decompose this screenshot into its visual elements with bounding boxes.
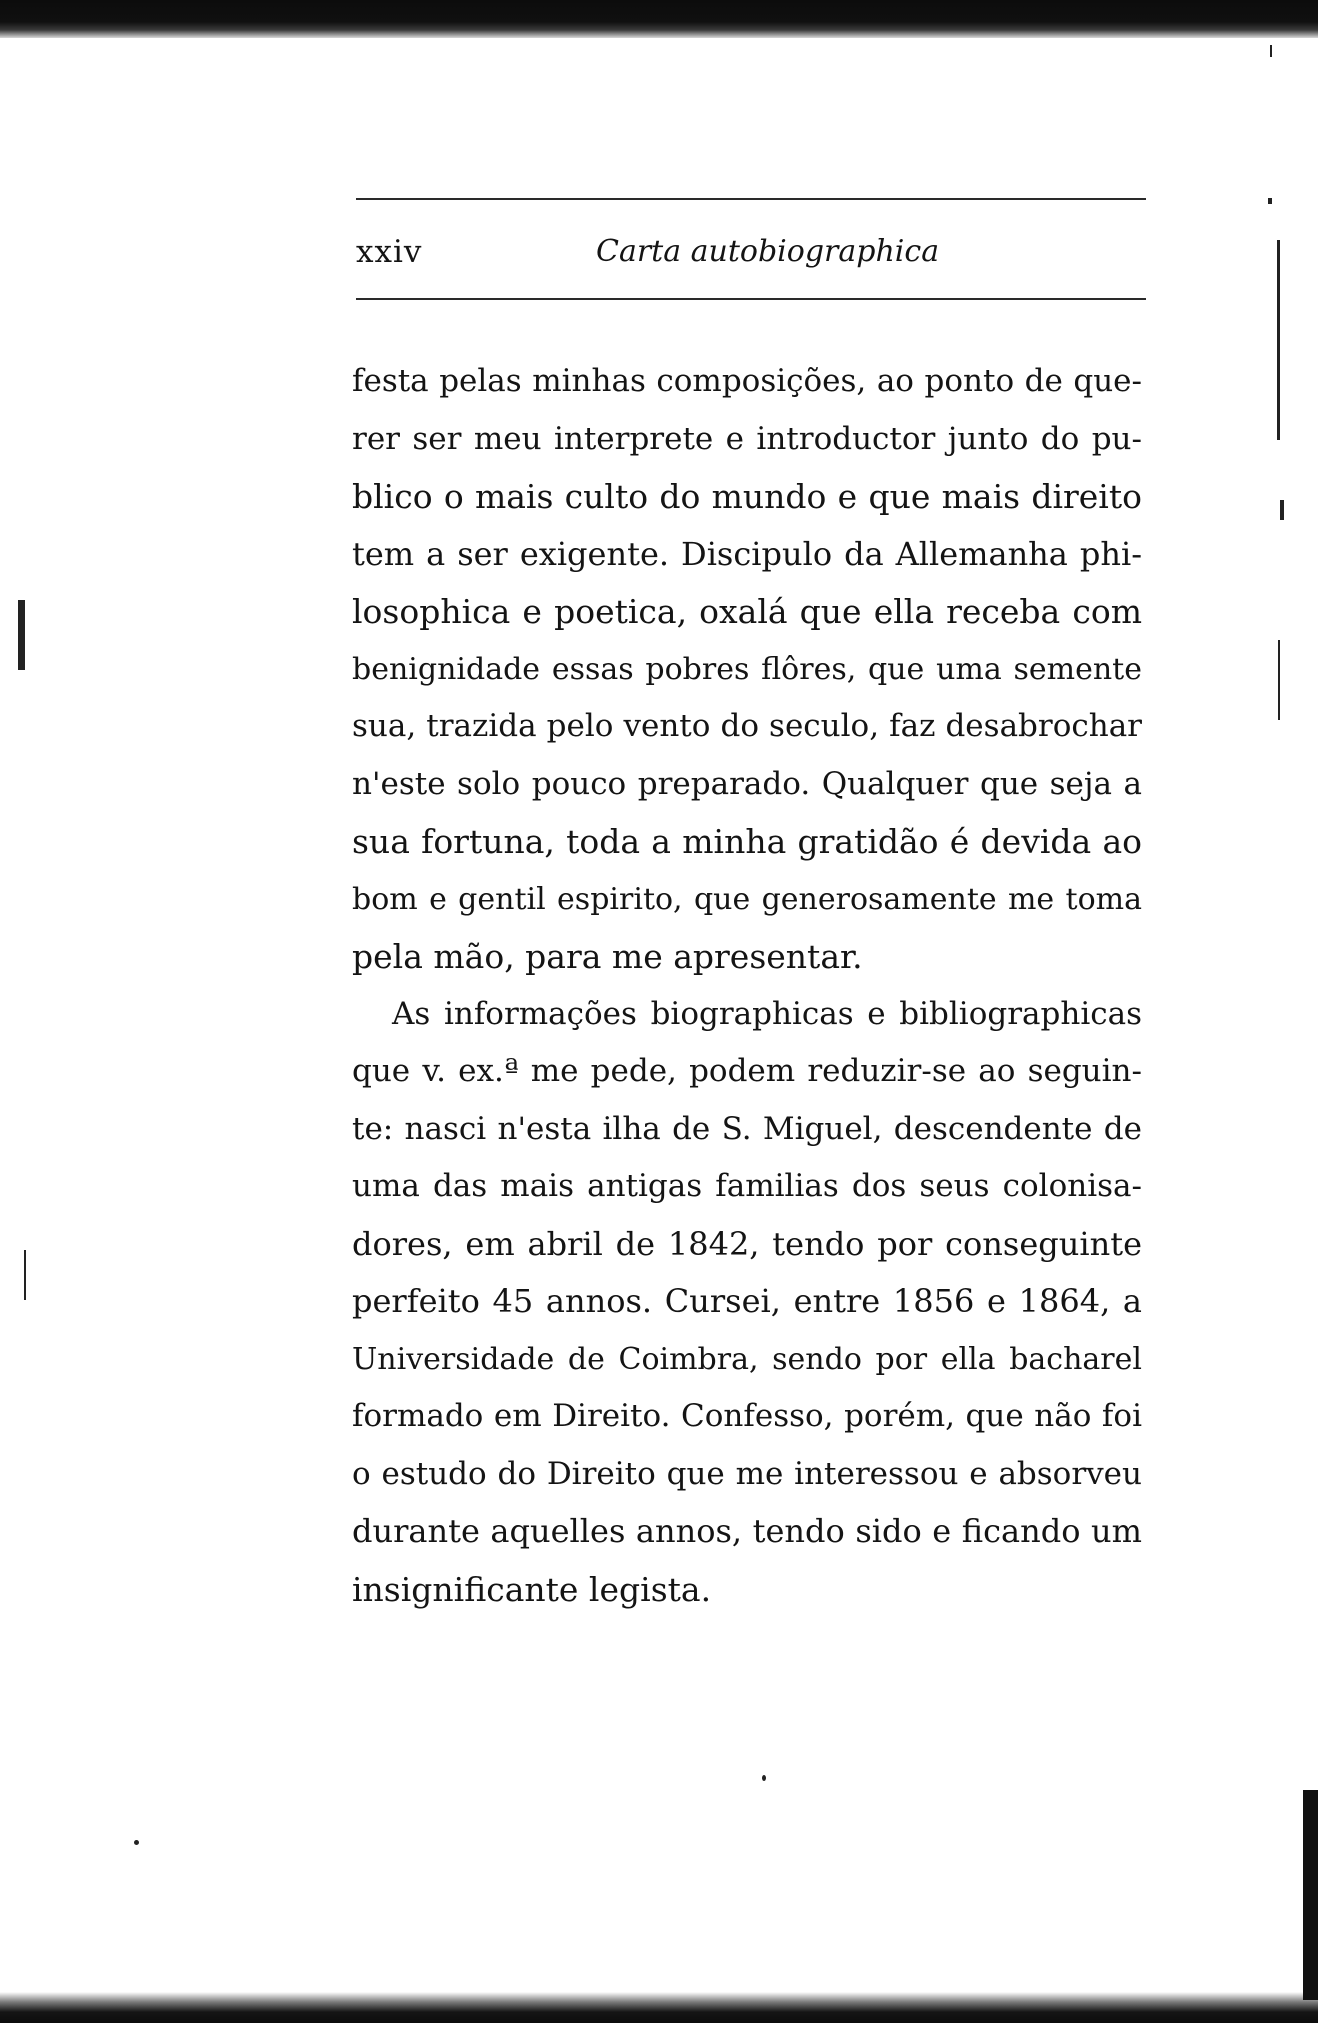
header-bottom-rule	[356, 298, 1146, 300]
text-line: losophica e poetica, oxalá que ella receba com	[352, 592, 1142, 631]
text-line: As informações biographicas e bibliographicas	[392, 995, 1142, 1032]
scan-mark	[1270, 45, 1272, 57]
scan-bottom-edge	[0, 1992, 1318, 2023]
scan-mark	[18, 600, 25, 670]
text-line: rer ser meu interprete e introductor junto do pu-	[352, 420, 1142, 457]
scan-mark	[1277, 240, 1280, 440]
scan-mark	[1268, 198, 1272, 204]
running-header	[356, 228, 1146, 280]
page-number: xxiv	[356, 234, 423, 270]
scan-top-edge	[0, 0, 1318, 38]
running-title: Carta autobiographica	[596, 234, 940, 269]
text-line: benignidade essas pobres flôres, que uma semente	[352, 651, 1142, 687]
text-line: sua fortuna, toda a minha gratidão é devida ao	[352, 822, 1142, 861]
scan-mark	[762, 1775, 766, 1781]
text-line: bom e gentil espirito, que generosamente me toma	[352, 881, 1142, 917]
text-line: te: nasci n'esta ilha de S. Miguel, descendente de	[352, 1110, 1142, 1147]
text-line: n'este solo pouco preparado. Qualquer que seja a	[352, 765, 1142, 802]
text-line: perfeito 45 annos. Cursei, entre 1856 e 1864, a	[352, 1282, 1142, 1320]
header-top-rule	[356, 198, 1146, 200]
scan-mark	[1278, 640, 1280, 720]
text-line: durante aquelles annos, tendo sido e ficando um	[352, 1512, 1142, 1550]
scan-mark	[24, 1250, 26, 1300]
scan-mark	[1280, 500, 1284, 520]
text-line: insignificante legista.	[352, 1569, 712, 1609]
text-line: uma das mais antigas familias dos seus colonisa-	[352, 1168, 1142, 1204]
body-text	[352, 353, 1142, 1618]
text-line: sua, trazida pelo vento do seculo, faz desabrochar	[352, 708, 1142, 744]
text-line: tem a ser exigente. Discipulo da Allemanha phi-	[352, 534, 1142, 573]
text-line: dores, em abril de 1842, tendo por conseguinte	[352, 1224, 1142, 1263]
text-line: formado em Direito. Confesso, porém, que não foi	[352, 1398, 1142, 1434]
scan-right-edge	[1303, 1790, 1318, 2000]
scan-mark	[134, 1840, 139, 1845]
text-line: pela mão, para me apresentar.	[352, 937, 863, 976]
text-line: festa pelas minhas composições, ao ponto de que-	[352, 363, 1142, 399]
text-line: blico o mais culto do mundo e que mais direito	[352, 477, 1142, 516]
text-line: o estudo do Direito que me interessou e absorveu	[352, 1455, 1142, 1492]
text-line: que v. ex.ª me pede, podem reduzir-se ao seguin-	[352, 1053, 1142, 1089]
text-line: Universidade de Coimbra, sendo por ella bacharel	[352, 1341, 1142, 1377]
